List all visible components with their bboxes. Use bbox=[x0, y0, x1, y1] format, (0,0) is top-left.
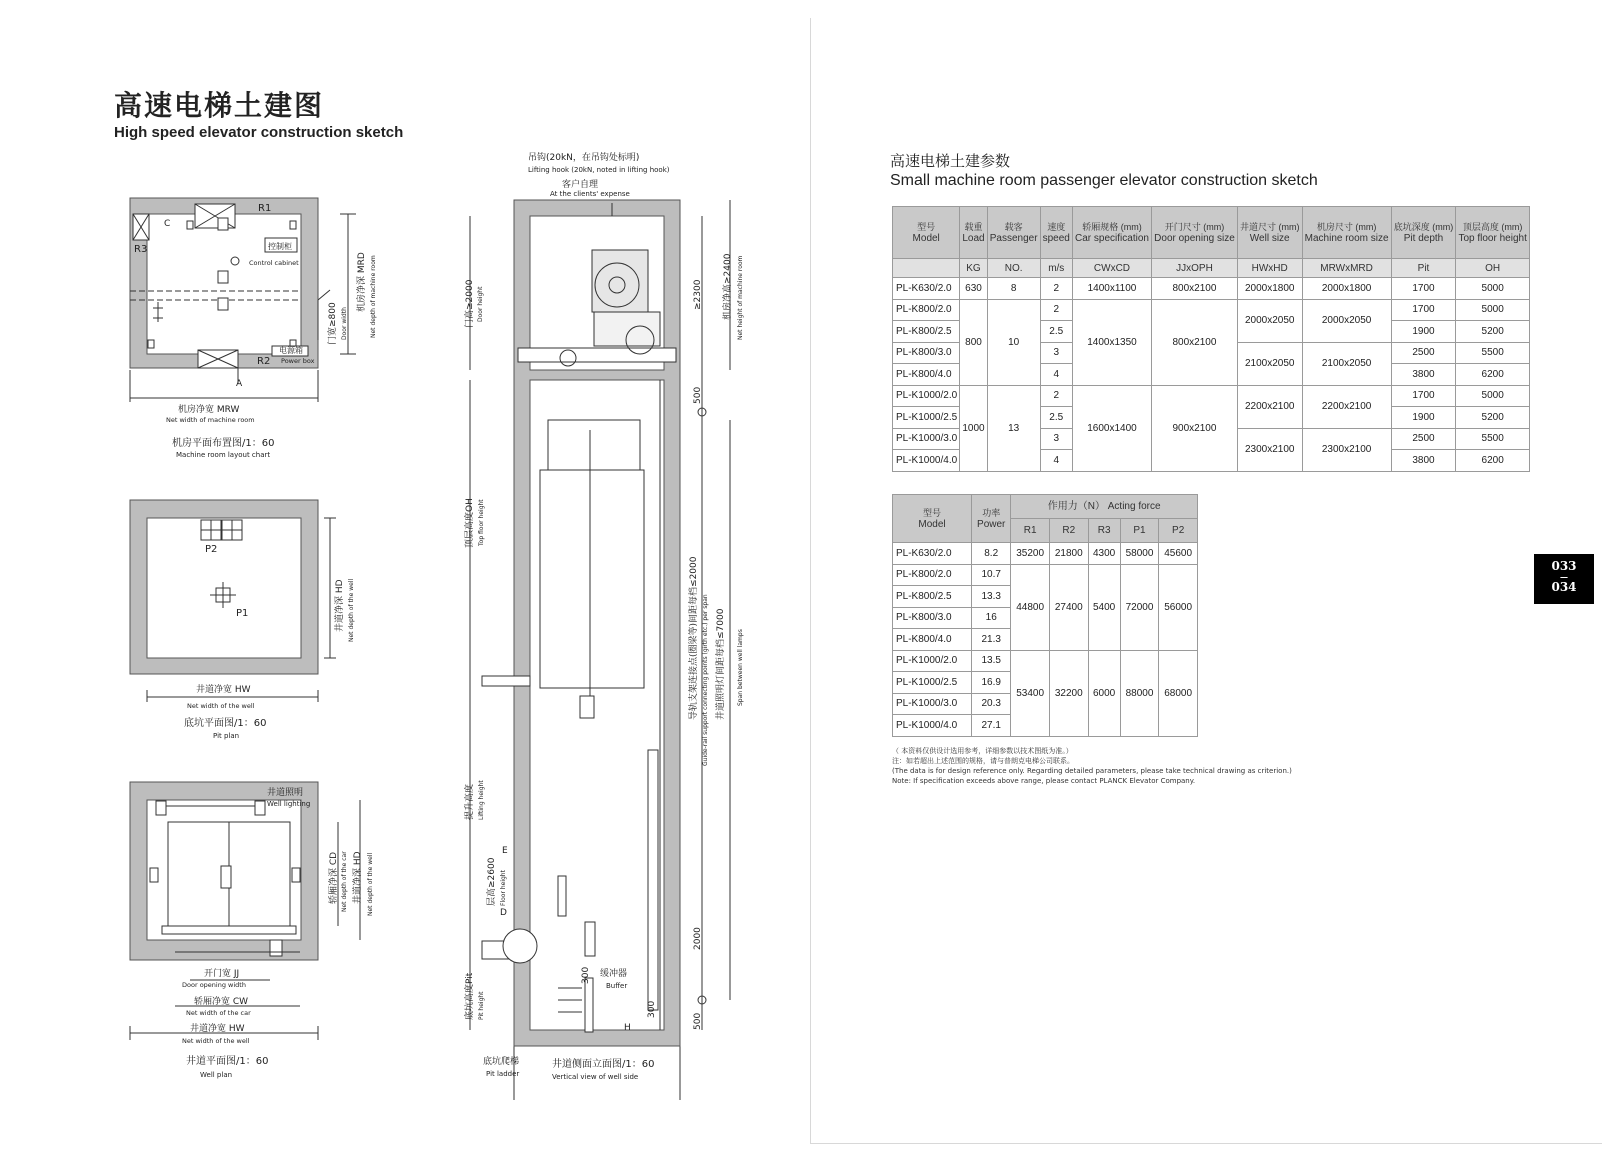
floor-height-cn: 层高≥2600 bbox=[487, 857, 497, 906]
unit-door: JJxOPH bbox=[1152, 259, 1238, 278]
client-en: At the clients' expense bbox=[550, 190, 630, 198]
lamp-en: Span between well lamps bbox=[737, 629, 744, 706]
cell-oh: 6200 bbox=[1456, 450, 1530, 472]
mr-height-en: Net height of machine room bbox=[737, 255, 744, 340]
cell-model: PL-K800/4.0 bbox=[893, 629, 972, 651]
cell-well: 2300x2100 bbox=[1237, 428, 1302, 471]
well-hw-en: Net width of the well bbox=[182, 1037, 250, 1045]
cell-door: 800x2100 bbox=[1152, 299, 1238, 385]
cell-pit: 2500 bbox=[1391, 428, 1456, 450]
buffer-en: Buffer bbox=[606, 982, 628, 990]
cell-model: PL-K1000/4.0 bbox=[893, 715, 972, 737]
cell-power: 27.1 bbox=[972, 715, 1011, 737]
cell-well: 2100x2050 bbox=[1237, 342, 1302, 385]
label-d: D bbox=[500, 908, 507, 918]
label-h: H bbox=[624, 1023, 631, 1033]
cell-speed: 2.5 bbox=[1040, 407, 1072, 429]
cell-r1: 53400 bbox=[1011, 650, 1050, 736]
acting-force-table bbox=[892, 494, 1198, 737]
cell-r3: 5400 bbox=[1088, 564, 1120, 650]
page-number-separator: — bbox=[1560, 572, 1568, 582]
unit-car: CWxCD bbox=[1072, 259, 1151, 278]
floor-height-en: Floor height bbox=[500, 870, 507, 906]
page-number-tab bbox=[1534, 554, 1594, 604]
cell-r1: 35200 bbox=[1011, 543, 1050, 565]
cell-model: PL-K800/2.0 bbox=[893, 564, 972, 586]
label-c: C bbox=[164, 219, 171, 229]
cell-model: PL-K800/4.0 bbox=[893, 364, 960, 386]
cell-r3: 6000 bbox=[1088, 650, 1120, 736]
unit-oh: OH bbox=[1456, 259, 1530, 278]
cell-speed: 2 bbox=[1040, 278, 1072, 300]
oh-en: Top floor height bbox=[478, 499, 485, 546]
cell-speed: 4 bbox=[1040, 364, 1072, 386]
door-height-cn: 门高≥2000 bbox=[465, 279, 475, 328]
cell-passenger: 13 bbox=[987, 385, 1040, 471]
cell-machine-room: 2100x2050 bbox=[1302, 342, 1391, 385]
lamp-cn: 井道照明灯间距每档≤7000 bbox=[716, 608, 726, 720]
cell-speed: 3 bbox=[1040, 428, 1072, 450]
pit-hd-cn: 井道净深 HD bbox=[335, 579, 345, 632]
table-row bbox=[893, 278, 1530, 300]
door-jj-cn: 开门宽 JJ bbox=[204, 969, 240, 979]
door-height-en: Door height bbox=[477, 286, 484, 322]
header-oh: 顶层高度 (mm) Top floor height bbox=[1456, 207, 1530, 259]
cell-passenger: 10 bbox=[987, 299, 1040, 385]
cell-r2: 21800 bbox=[1049, 543, 1088, 565]
power-box-cn: 电源箱 bbox=[279, 346, 303, 355]
rail-en: Guide-rail support connecting points (girth etc.) per span bbox=[702, 594, 709, 766]
car-cd-en: Net depth of the car bbox=[341, 851, 348, 912]
cell-power: 20.3 bbox=[972, 693, 1011, 715]
header-well: 井道尺寸 (mm) Well size bbox=[1237, 207, 1302, 259]
hook-cn: 吊钩(20kN，在吊钩处标明) bbox=[528, 153, 640, 163]
pit-hw-en: Net width of the well bbox=[187, 702, 255, 710]
footnote-line: （ 本资料仅供设计选用参考，详细参数以技术图纸为准。） bbox=[892, 747, 1073, 755]
unit-well: HWxHD bbox=[1237, 259, 1302, 278]
cell-p2: 68000 bbox=[1159, 650, 1198, 736]
footnote-line: (The data is for design reference only. Regarding detailed parameters, please take technical drawing as criterion.) bbox=[892, 767, 1292, 775]
construction-drawings bbox=[0, 0, 800, 1100]
control-cabinet-en: Control cabinet bbox=[249, 259, 299, 267]
cell-oh: 5500 bbox=[1456, 428, 1530, 450]
cell-pit: 1700 bbox=[1391, 278, 1456, 300]
label-r3: R3 bbox=[134, 244, 148, 255]
cell-well: 2200x2100 bbox=[1237, 385, 1302, 428]
page-number-bottom: 034 bbox=[1551, 580, 1577, 594]
header-acting-force: 作用力（N） Acting force bbox=[1011, 495, 1198, 519]
dim-500-bottom: 500 bbox=[693, 1012, 703, 1030]
table-row bbox=[893, 385, 1530, 407]
pit-hw-cn: 井道净宽 HW bbox=[196, 685, 251, 695]
machine-room-caption-en: Machine room layout chart bbox=[176, 451, 271, 459]
cell-passenger: 8 bbox=[987, 278, 1040, 300]
table-row bbox=[893, 543, 1198, 565]
unit-speed: m/s bbox=[1040, 259, 1072, 278]
cell-power: 13.3 bbox=[972, 586, 1011, 608]
door-width-cn: 门宽≥800 bbox=[328, 302, 338, 345]
cell-r3: 4300 bbox=[1088, 543, 1120, 565]
pit-ladder-cn: 底坑爬梯 bbox=[483, 1057, 520, 1067]
page-number-top: 033 bbox=[1551, 559, 1577, 573]
mrw-cn: 机房净宽 MRW bbox=[178, 405, 240, 415]
section-caption-en: Vertical view of well side bbox=[552, 1073, 639, 1081]
cell-model: PL-K800/2.5 bbox=[893, 321, 960, 343]
cell-model: PL-K800/3.0 bbox=[893, 607, 972, 629]
header-power: 功率 Power bbox=[972, 495, 1011, 543]
footnote-line: Note: If specification exceeds above range, please contact PLANCK Elevator Company. bbox=[892, 777, 1196, 785]
label-e: E bbox=[502, 846, 508, 856]
cell-pit: 3800 bbox=[1391, 364, 1456, 386]
unit-load: KG bbox=[960, 259, 987, 278]
page-title-en: High speed elevator construction sketch bbox=[114, 124, 404, 141]
dim-500-top: 500 bbox=[693, 386, 703, 404]
cell-r2: 27400 bbox=[1049, 564, 1088, 650]
header-machine-room: 机房尺寸 (mm) Machine room size bbox=[1302, 207, 1391, 259]
dim-2000: 2000 bbox=[693, 927, 703, 950]
cell-model: PL-K1000/2.5 bbox=[893, 672, 972, 694]
pit-height-cn: 底坑高度Pit bbox=[465, 972, 475, 1020]
rail-cn: 导轨支架连接点(圈梁等)间距每档≤2000 bbox=[689, 556, 699, 720]
footnote-line: 注：如若超出上述范围的规格，请与普朗克电梯公司联系。 bbox=[892, 757, 1074, 765]
pit-hd-en: Net depth of the well bbox=[348, 578, 355, 642]
label-p1: P1 bbox=[236, 608, 249, 619]
control-cabinet-cn: 控制柜 bbox=[268, 242, 292, 251]
unit-passenger: NO. bbox=[987, 259, 1040, 278]
car-cd-cn: 轿厢净深 CD bbox=[329, 851, 339, 904]
construction-params-table bbox=[892, 206, 1530, 472]
cell-speed: 2 bbox=[1040, 299, 1072, 321]
unit-pit: Pit bbox=[1391, 259, 1456, 278]
cell-model: PL-K1000/3.0 bbox=[893, 693, 972, 715]
cell-oh: 5000 bbox=[1456, 385, 1530, 407]
cell-r1: 44800 bbox=[1011, 564, 1050, 650]
cell-p2: 56000 bbox=[1159, 564, 1198, 650]
cell-load: 630 bbox=[960, 278, 987, 300]
cell-well: 2000x2050 bbox=[1237, 299, 1302, 342]
cell-pit: 2500 bbox=[1391, 342, 1456, 364]
label-p2: P2 bbox=[205, 544, 218, 555]
unit-model bbox=[893, 259, 960, 278]
well-hd-en: Net depth of the well bbox=[367, 852, 374, 916]
cell-car: 1400x1100 bbox=[1072, 278, 1151, 300]
cell-machine-room: 2000x1800 bbox=[1302, 278, 1391, 300]
header-p2: P2 bbox=[1159, 519, 1198, 543]
well-lighting-en: Well lighting bbox=[267, 800, 311, 808]
cell-load: 800 bbox=[960, 299, 987, 385]
pit-ladder-en: Pit ladder bbox=[486, 1070, 520, 1078]
label-a: A bbox=[236, 379, 243, 389]
mrw-en: Net width of machine room bbox=[166, 416, 255, 424]
cell-power: 16.9 bbox=[972, 672, 1011, 694]
mrd-en: Net depth of machine room bbox=[370, 255, 377, 338]
cell-power: 21.3 bbox=[972, 629, 1011, 651]
unit-machine-room: MRWxMRD bbox=[1302, 259, 1391, 278]
table-row bbox=[893, 650, 1198, 672]
cell-door: 800x2100 bbox=[1152, 278, 1238, 300]
header-door: 开门尺寸 (mm) Door opening size bbox=[1152, 207, 1238, 259]
cell-model: PL-K800/2.5 bbox=[893, 586, 972, 608]
lift-height-en: Lifting height bbox=[478, 780, 485, 820]
cell-p1: 72000 bbox=[1120, 564, 1159, 650]
pit-plan-caption-en: Pit plan bbox=[213, 732, 240, 740]
dim-2300: ≥2300 bbox=[693, 279, 703, 310]
power-box-en: Power box bbox=[281, 357, 315, 365]
oh-cn: 顶层高度OH bbox=[465, 498, 475, 548]
header-r2: R2 bbox=[1049, 519, 1088, 543]
cell-model: PL-K1000/2.0 bbox=[893, 385, 960, 407]
cell-power: 8.2 bbox=[972, 543, 1011, 565]
machine-room-caption-cn: 机房平面布置图/1：60 bbox=[172, 438, 275, 449]
pit-plan bbox=[130, 500, 336, 702]
params-title-en: Small machine room passenger elevator construction sketch bbox=[890, 172, 1318, 189]
cell-power: 16 bbox=[972, 607, 1011, 629]
cell-power: 10.7 bbox=[972, 564, 1011, 586]
cell-oh: 5000 bbox=[1456, 299, 1530, 321]
section-caption-cn: 井道侧面立面图/1：60 bbox=[552, 1059, 655, 1070]
door-jj-en: Door opening width bbox=[182, 981, 246, 989]
car-cw-cn: 轿厢净宽 CW bbox=[194, 997, 249, 1007]
lift-height-cn: 提升高度 bbox=[465, 783, 475, 820]
cell-model: PL-K800/2.0 bbox=[893, 299, 960, 321]
cell-load: 1000 bbox=[960, 385, 987, 471]
header-model: 型号 Model bbox=[893, 495, 972, 543]
cell-pit: 1900 bbox=[1391, 321, 1456, 343]
cell-p2: 45600 bbox=[1159, 543, 1198, 565]
label-r1: R1 bbox=[258, 203, 272, 214]
well-lighting-cn: 井道照明 bbox=[267, 788, 304, 798]
footnotes bbox=[892, 746, 1292, 786]
buffer-cn: 缓冲器 bbox=[600, 969, 628, 979]
label-r2: R2 bbox=[257, 356, 271, 367]
well-plan-caption-en: Well plan bbox=[200, 1071, 233, 1079]
car-cw-en: Net width of the car bbox=[186, 1009, 251, 1017]
cell-well: 2000x1800 bbox=[1237, 278, 1302, 300]
cell-p1: 88000 bbox=[1120, 650, 1159, 736]
table-row bbox=[893, 299, 1530, 321]
cell-p1: 58000 bbox=[1120, 543, 1159, 565]
cell-speed: 3 bbox=[1040, 342, 1072, 364]
header-r3: R3 bbox=[1088, 519, 1120, 543]
cell-pit: 1900 bbox=[1391, 407, 1456, 429]
mrd-cn: 机房净深 MRD bbox=[357, 252, 367, 312]
header-pit: 底坑深度 (mm) Pit depth bbox=[1391, 207, 1456, 259]
cell-model: PL-K630/2.0 bbox=[893, 543, 972, 565]
header-speed: 速度 speed bbox=[1040, 207, 1072, 259]
door-width-en: Door width bbox=[341, 307, 348, 340]
cell-pit: 3800 bbox=[1391, 450, 1456, 472]
header-car: 轿厢规格 (mm) Car specification bbox=[1072, 207, 1151, 259]
mr-height-cn: 机房净高≥2400 bbox=[723, 253, 733, 320]
header-load: 载重 Load bbox=[960, 207, 987, 259]
header-p1: P1 bbox=[1120, 519, 1159, 543]
pit-height-en: Pit height bbox=[478, 991, 485, 1020]
cell-model: PL-K1000/4.0 bbox=[893, 450, 960, 472]
well-plan-caption-cn: 井道平面图/1：60 bbox=[186, 1056, 269, 1067]
cell-speed: 2.5 bbox=[1040, 321, 1072, 343]
cell-r2: 32200 bbox=[1049, 650, 1088, 736]
cell-model: PL-K630/2.0 bbox=[893, 278, 960, 300]
dim-300-b: 300 bbox=[647, 1000, 657, 1018]
cell-power: 13.5 bbox=[972, 650, 1011, 672]
header-r1: R1 bbox=[1011, 519, 1050, 543]
well-hw-cn: 井道净宽 HW bbox=[190, 1024, 245, 1034]
cell-model: PL-K1000/2.5 bbox=[893, 407, 960, 429]
params-title-cn: 高速电梯土建参数 bbox=[890, 152, 1011, 170]
dim-300: 300 bbox=[581, 966, 591, 984]
cell-model: PL-K1000/3.0 bbox=[893, 428, 960, 450]
header-model: 型号 Model bbox=[893, 207, 960, 259]
cell-model: PL-K800/3.0 bbox=[893, 342, 960, 364]
cell-oh: 6200 bbox=[1456, 364, 1530, 386]
cell-car: 1400x1350 bbox=[1072, 299, 1151, 385]
cell-model: PL-K1000/2.0 bbox=[893, 650, 972, 672]
cell-pit: 1700 bbox=[1391, 385, 1456, 407]
cell-oh: 5000 bbox=[1456, 278, 1530, 300]
cell-speed: 4 bbox=[1040, 450, 1072, 472]
cell-pit: 1700 bbox=[1391, 299, 1456, 321]
hook-en: Lifting hook (20kN, noted in lifting hook) bbox=[528, 166, 670, 174]
well-hd-cn: 井道净深 HD bbox=[353, 851, 363, 904]
cell-oh: 5500 bbox=[1456, 342, 1530, 364]
cell-car: 1600x1400 bbox=[1072, 385, 1151, 471]
client-cn: 客户自理 bbox=[562, 180, 599, 190]
table-row bbox=[893, 564, 1198, 586]
page-title-cn: 高速电梯土建图 bbox=[114, 89, 325, 122]
cell-oh: 5200 bbox=[1456, 321, 1530, 343]
cell-door: 900x2100 bbox=[1152, 385, 1238, 471]
header-passenger: 载客 Passenger bbox=[987, 207, 1040, 259]
cell-oh: 5200 bbox=[1456, 407, 1530, 429]
cell-machine-room: 2200x2100 bbox=[1302, 385, 1391, 428]
cell-machine-room: 2300x2100 bbox=[1302, 428, 1391, 471]
pit-plan-caption-cn: 底坑平面图/1：60 bbox=[184, 718, 267, 729]
cell-machine-room: 2000x2050 bbox=[1302, 299, 1391, 342]
cell-speed: 2 bbox=[1040, 385, 1072, 407]
